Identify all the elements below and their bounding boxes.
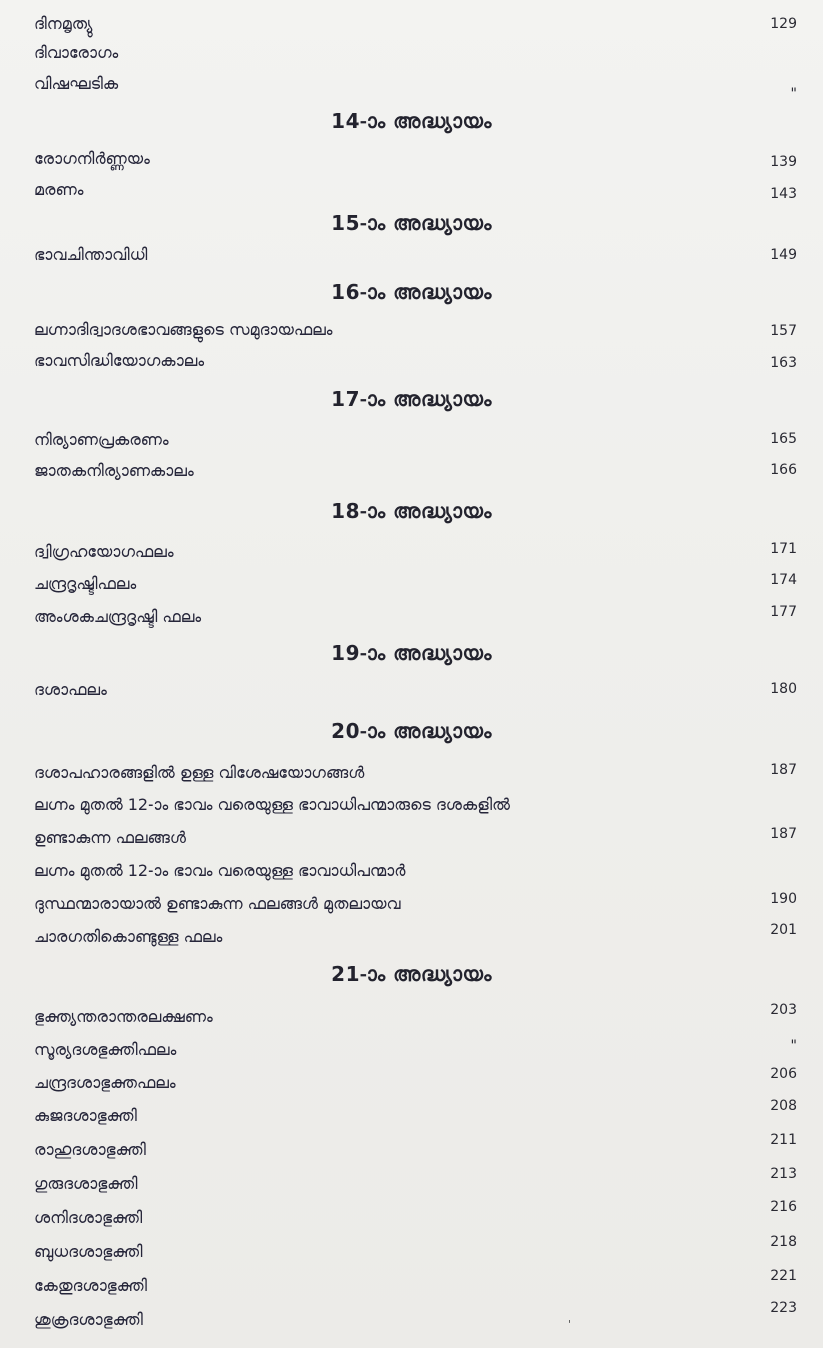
toc-entry: ദിവാരോഗം	[34, 43, 119, 62]
toc-entry: ബുധദശാഭുക്തി	[34, 1242, 143, 1261]
page-number: 223	[770, 1300, 797, 1316]
page-number: 208	[770, 1098, 797, 1114]
chapter-heading: 16-ാം അദ്ധ്യായം	[331, 280, 492, 304]
toc-entry: ശുക്രദശാഭുക്തി	[34, 1310, 143, 1329]
toc-entry: സൂര്യദശഭുക്തിഫലം	[34, 1040, 177, 1059]
toc-entry: ജാതകനിര്യാണകാലം	[34, 461, 194, 480]
toc-entry: രാഹുദശാഭുക്തി	[34, 1140, 146, 1159]
page-number: 157	[770, 323, 797, 339]
toc-entry: ലഗ്നാദിദ്വാദശഭാവങ്ങളുടെ സമുദായഫലം	[34, 320, 333, 339]
toc-entry: അംശകചന്ദ്രദൃഷ്ടി ഫലം	[34, 607, 202, 626]
page-number: 166	[770, 462, 797, 478]
toc-entry: രോഗനിർണ്ണയം	[34, 149, 150, 168]
page-number: "	[790, 1038, 797, 1054]
toc-entry: കേതുദശാഭുക്തി	[34, 1276, 147, 1295]
toc-entry: ചന്ദ്രദശാഭുക്തഫലം	[34, 1073, 176, 1092]
chapter-heading: 17-ാം അദ്ധ്യായം	[331, 387, 492, 411]
page-number: 221	[770, 1268, 797, 1284]
page-number: 180	[770, 681, 797, 697]
stray-mark: '	[568, 1318, 572, 1331]
page-number: 190	[770, 891, 797, 907]
toc-entry: ഗുരുദശാഭുക്തി	[34, 1174, 138, 1193]
page-number: 143	[770, 186, 797, 202]
toc-entry: ഭാവസിദ്ധിയോഗകാലം	[34, 351, 205, 370]
toc-entry: മരണം	[34, 180, 84, 199]
chapter-heading: 15-ാം അദ്ധ്യായം	[331, 211, 492, 235]
toc-entry: ചാരഗതികൊണ്ടുള്ള ഫലം	[34, 927, 223, 946]
chapter-heading: 19-ാം അദ്ധ്യായം	[331, 641, 492, 665]
page-number: 206	[770, 1066, 797, 1082]
toc-entry: ദിനമൃത്യു	[34, 14, 93, 33]
page-number: 165	[770, 431, 797, 447]
toc-entry: ലഗ്നം മുതൽ 12-ാം ഭാവം വരെയുള്ള ഭാവാധിപന്മാരുടെ ദശകളിൽ	[34, 795, 510, 814]
page-number: 149	[770, 247, 797, 263]
toc-entry: ഭാവചിന്താവിധി	[34, 245, 148, 264]
page-number: 216	[770, 1199, 797, 1215]
page-number: "	[790, 86, 797, 102]
toc-entry: ഉണ്ടാകുന്ന ഫലങ്ങൾ	[34, 828, 186, 847]
page-number: 203	[770, 1002, 797, 1018]
chapter-heading: 14-ാം അദ്ധ്യായം	[331, 109, 492, 133]
chapter-heading: 20-ാം അദ്ധ്യായം	[331, 719, 492, 743]
toc-entry: ദുസ്ഥന്മാരായാൽ ഉണ്ടാകുന്ന ഫലങ്ങൾ മുതലായവ	[34, 894, 401, 913]
page-number: 174	[770, 572, 797, 588]
toc-entry: ദശാഫലം	[34, 680, 107, 699]
toc-entry: ദ്വിഗ്രഹയോഗഫലം	[34, 542, 174, 561]
page-number: 163	[770, 355, 797, 371]
page-number: 177	[770, 604, 797, 620]
page-number: 213	[770, 1166, 797, 1182]
toc-entry: കുജദശാഭുക്തി	[34, 1106, 137, 1125]
chapter-heading: 21-ാം അദ്ധ്യായം	[331, 962, 492, 986]
toc-entry: വിഷഘടിക	[34, 74, 119, 93]
page-number: 171	[770, 541, 797, 557]
page-number: 201	[770, 922, 797, 938]
page-number: 211	[770, 1132, 797, 1148]
toc-entry: ദശാപഹാരങ്ങളിൽ ഉള്ള വിശേഷയോഗങ്ങൾ	[34, 763, 365, 782]
page-number: 187	[770, 762, 797, 778]
page-number: 139	[770, 154, 797, 170]
page-number: 187	[770, 826, 797, 842]
page-number: 218	[770, 1234, 797, 1250]
toc-entry: ഭുക്ത്യന്തരാന്തരലക്ഷണം	[34, 1007, 213, 1026]
show-through-decoration	[250, 160, 264, 211]
toc-entry: ചന്ദ്രദൃഷ്ടിഫലം	[34, 574, 137, 593]
page-number: 129	[770, 16, 797, 32]
toc-entry: നിര്യാണപ്രകരണം	[34, 430, 169, 449]
toc-entry: ശനിദശാഭുക്തി	[34, 1208, 143, 1227]
chapter-heading: 18-ാം അദ്ധ്യായം	[331, 499, 492, 523]
toc-entry: ലഗ്നം മുതൽ 12-ാം ഭാവം വരെയുള്ള ഭാവാധിപന്മാർ	[34, 861, 406, 880]
